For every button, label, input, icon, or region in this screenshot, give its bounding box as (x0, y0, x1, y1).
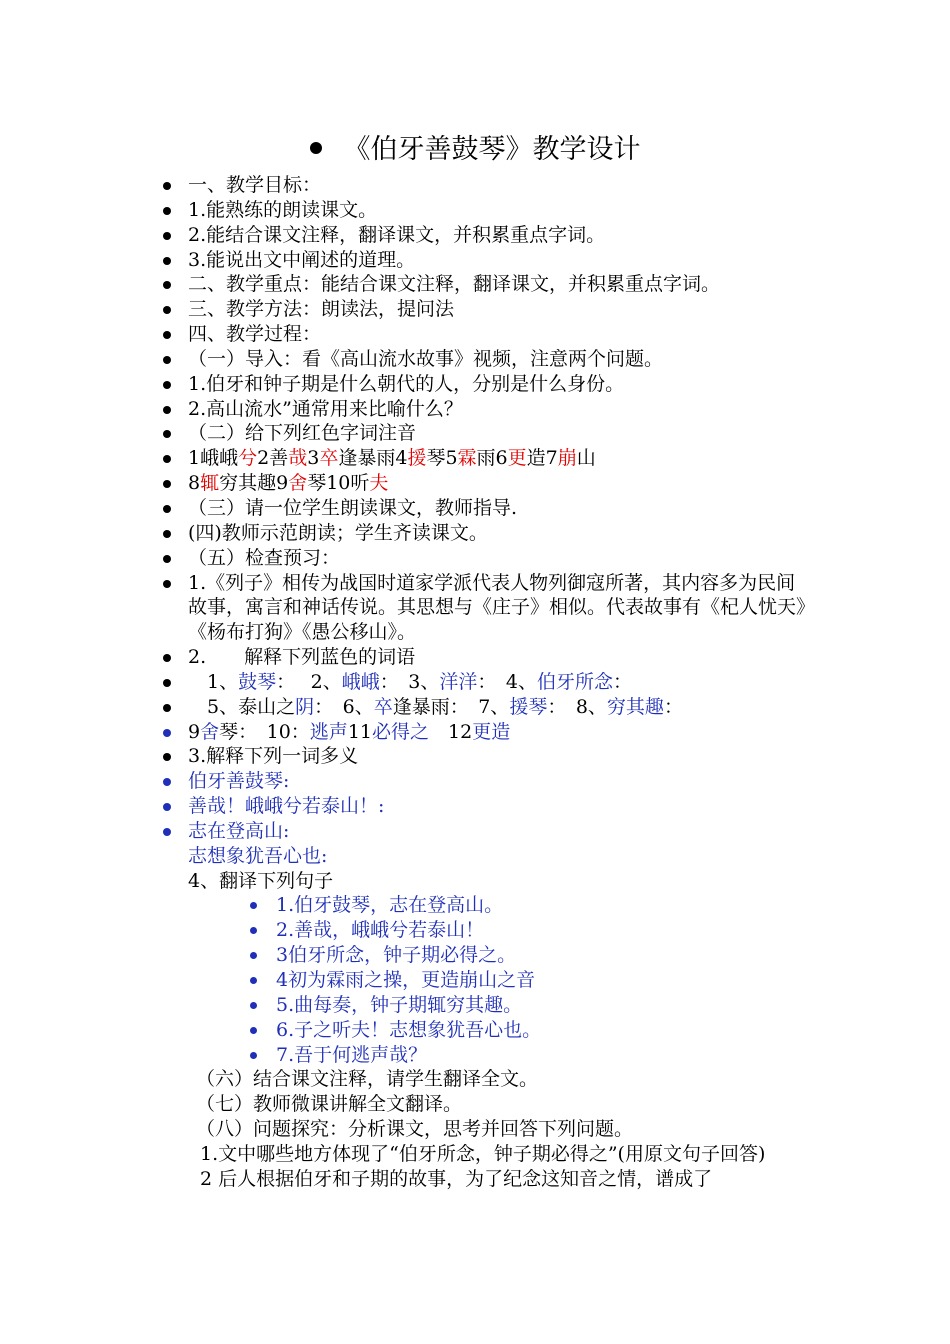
text-span: ： 3、 (379, 670, 440, 693)
blue-word: 必得之 (372, 720, 430, 743)
text-span: 1、 (188, 670, 239, 693)
text-span: 琴10听 (307, 472, 370, 495)
step-item: （六）结合课文注释，请学生翻译全文。 (196, 1068, 539, 1091)
blue-word: 洋洋 (439, 670, 478, 693)
sentence-item: 3伯牙所念，钟子期必得之。 (0, 943, 950, 968)
translate-heading: 4、翻译下列句子 (188, 869, 334, 892)
pinyin-line-1 (0, 446, 950, 471)
text-span: 1峨峨 (188, 447, 239, 470)
blue-word: 更造 (472, 720, 511, 743)
list-item: （二）给下列红色字词注音 (0, 421, 950, 446)
list-item: 二、教学重点：能结合课文注释，翻译课文，并积累重点字词。 (0, 272, 950, 297)
sentence-item: 6.子之听夫！志想象犹吾心也。 (0, 1018, 950, 1043)
text-span: 5、泰山之 (188, 695, 296, 718)
list-item: 3.解释下列一词多义 (0, 744, 950, 769)
vocab-line-1 (0, 670, 950, 695)
question-2: 2 后人根据伯牙和子期的故事，为了纪念这知音之情，谱成了 (200, 1167, 713, 1190)
step-item: （八）问题探究：分析课文，思考并回答下列问题。 (196, 1118, 634, 1141)
blue-word: 逃声 (309, 720, 348, 743)
text-span: 9 (188, 720, 201, 743)
step-item: （七）教师微课讲解全文翻译。 (196, 1093, 463, 1116)
blue-word: 援琴 (509, 695, 548, 718)
text-span: 穷其趣9 (219, 472, 289, 495)
blue-word: 伯牙所念 (536, 670, 613, 693)
text-span: ： 6、 (314, 695, 374, 718)
text-span: 12 (429, 720, 473, 743)
list-item: 2. 解释下列蓝色的词语 (0, 645, 950, 670)
polysemy-item: 志想象犹吾心也: (188, 844, 328, 867)
text-span: 8 (188, 472, 201, 495)
text-span: ： 8、 (547, 695, 607, 718)
text-span: ： (663, 695, 683, 718)
list-item: （三）请一位学生朗读课文，教师指导. (0, 496, 950, 521)
list-item: 2.高山流水”通常用来比喻什么？ (0, 397, 950, 422)
red-char: 更 (507, 447, 527, 470)
text-span: 琴5 (426, 447, 458, 470)
list-item: （一）导入：看《高山流水故事》视频，注意两个问题。 (0, 347, 950, 372)
sentence-item: 1.伯牙鼓琴，志在登高山。 (0, 893, 950, 918)
list-item: 3.能说出文中阐述的道理。 (0, 248, 950, 273)
red-char: 夫 (369, 472, 389, 495)
list-item: 2.能结合课文注释，翻译课文，并积累重点字词。 (0, 223, 950, 248)
list-item: 一、教学目标： (0, 173, 950, 198)
blue-word: 卒 (373, 695, 393, 718)
red-char: 哉 (288, 447, 308, 470)
sentence-item: 7.吾于何逃声哉？ (0, 1043, 950, 1068)
vocab-line-3 (0, 720, 950, 745)
list-item: 三、教学方法：朗读法，提问法 (0, 297, 950, 322)
sentence-item: 5.曲每奏，钟子期辄穷其趣。 (0, 993, 950, 1018)
sentence-item: 2.善哉，峨峨兮若泰山！ (0, 918, 950, 943)
text-span: ： 2、 (276, 670, 342, 693)
text-span: 逢暴雨4 (338, 447, 408, 470)
preview-paragraph: 1.《列子》相传为战国时道家学派代表人物列御寇所著，其内容多为民间故事，寓言和神话传说。其思想与《庄子》相似。代表故事有《杞人忧天》《杨布打狗》《愚公移山》。 (0, 571, 813, 646)
list-item: 四、教学过程： (0, 322, 950, 347)
red-char: 卒 (319, 447, 339, 470)
blue-word: 鼓琴 (238, 670, 277, 693)
polysemy-item: 伯牙善鼓琴: (0, 769, 950, 794)
red-char: 援 (407, 447, 427, 470)
text-span: 11 (347, 720, 372, 743)
list-item: 1.伯牙和钟子期是什么朝代的人，分别是什么身份。 (0, 372, 950, 397)
text-span: 3 (307, 447, 320, 470)
blue-word: 舍 (200, 720, 220, 743)
list-item: （五）检查预习： (0, 546, 950, 571)
vocab-line-2 (0, 695, 950, 720)
red-char: 兮 (238, 447, 258, 470)
text-span: ： 4、 (477, 670, 537, 693)
text-span: 造7 (526, 447, 558, 470)
text-span: ： (612, 670, 632, 693)
blue-word: 穷其趣 (606, 695, 664, 718)
list-item: 1.能熟练的朗读课文。 (0, 198, 950, 223)
question-1: 1.文中哪些地方体现了“伯牙所念，钟子期必得之”(用原文句子回答) (200, 1142, 766, 1165)
text-span: 2善 (257, 447, 289, 470)
content-list (0, 173, 950, 1192)
red-char: 霖 (457, 447, 477, 470)
sentence-item: 4初为霖雨之操，更造崩山之音 (0, 968, 950, 993)
polysemy-item: 志在登高山: (0, 819, 950, 844)
polysemy-item: 善哉！峨峨兮若泰山！: (0, 794, 950, 819)
title-text: 《伯牙善鼓琴》教学设计 (343, 134, 641, 165)
blue-word: 阴 (295, 695, 315, 718)
red-char: 辄 (200, 472, 220, 495)
text-span: 山 (576, 447, 596, 470)
list-item: (四)教师示范朗读；学生齐读课文。 (0, 521, 950, 546)
title-bullet (310, 142, 322, 154)
document-title (0, 130, 950, 170)
blue-word: 峨峨 (341, 670, 380, 693)
text-span: 雨6 (476, 447, 508, 470)
red-char: 舍 (288, 472, 308, 495)
text-span: 琴： 10： (219, 720, 310, 743)
red-char: 崩 (557, 447, 577, 470)
text-span: 逢暴雨： 7、 (392, 695, 510, 718)
pinyin-line-2 (0, 471, 950, 496)
